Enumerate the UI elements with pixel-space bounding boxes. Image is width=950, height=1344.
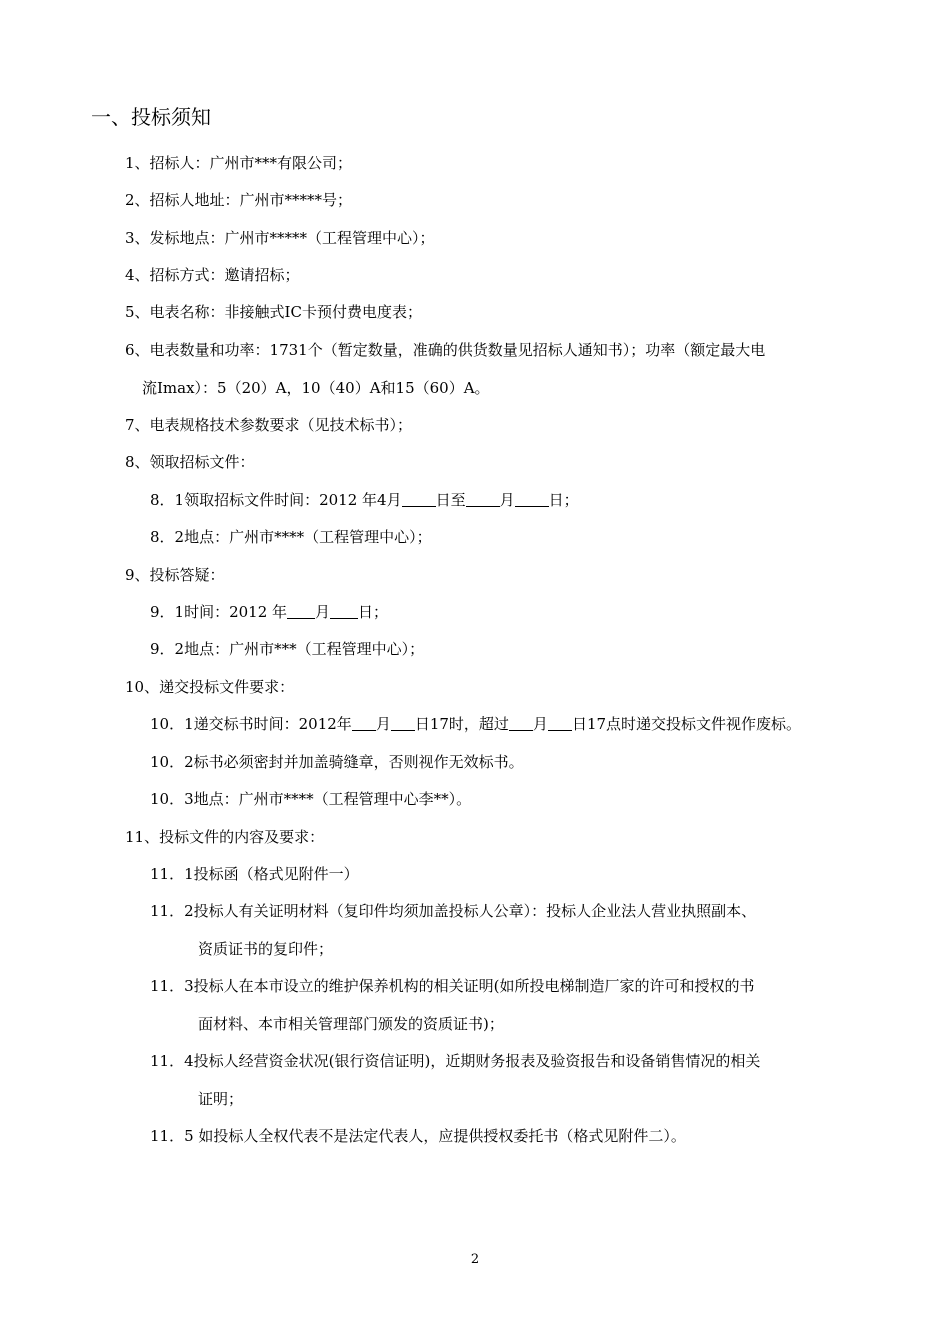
fill-blank-month [509,714,533,731]
item-6-line-2: 流Imax）：5（20）A，10（40）A和15（60）A。 [142,379,490,397]
item-9-2: 9．2地点：广州市***（工程管理中心）； [150,640,425,658]
fill-blank-day [391,714,415,731]
item-11-1: 11．1投标函（格式见附件一） [150,865,359,883]
item-10-1 [150,713,801,735]
item-4: 4、招标方式：邀请招标； [125,266,300,284]
item-11-2-line-2: 资质证书的复印件； [198,940,334,958]
item-8-1-text-a: 8．1领取招标文件时间：2012 年4月 [150,491,402,509]
item-9-1-text-c: 日； [358,603,389,621]
item-6-line-1: 6、电表数量和功率：1731个（暂定数量，准确的供货数量见招标人通知书）；功率（额定最大电 [125,341,766,359]
fill-blank-day [330,602,358,619]
page-number: 2 [470,1252,480,1267]
fill-blank-day [515,490,549,507]
fill-blank-day [548,714,572,731]
item-9-1-text-b: 月 [315,603,331,621]
item-8-2: 8．2地点：广州市****（工程管理中心）； [150,528,432,546]
item-7: 7、电表规格技术参数要求（见技术标书）； [125,416,413,434]
item-10-1-text-a: 10．1递交标书时间：2012年 [150,715,352,733]
item-1: 1、招标人：广州市***有限公司； [125,154,353,172]
item-10-3: 10．3地点：广州市****（工程管理中心李**）。 [150,790,472,808]
item-11-5: 11．5 如投标人全权代表不是法定代表人，应提供授权委托书（格式见附件二）。 [150,1127,686,1145]
fill-blank-day [402,490,436,507]
item-8-1-text-c: 月 [499,491,515,509]
item-8: 8、领取招标文件： [125,453,255,471]
item-11-4-line-1: 11．4投标人经营资金状况(银行资信证明)，近期财务报表及验资报告和设备销售情况的相关 [150,1052,761,1070]
item-9-1-text-a: 9．1时间：2012 年 [150,603,288,621]
item-10: 10、递交投标文件要求： [125,678,295,696]
item-8-1-text-b: 日至 [435,491,466,509]
item-10-1-text-c: 日17时，超过 [414,715,509,733]
item-9-1 [150,601,388,623]
item-10-1-text-d: 月 [532,715,548,733]
item-10-1-text-b: 月 [375,715,391,733]
fill-blank-month [352,714,376,731]
item-11-2-line-1: 11．2投标人有关证明材料（复印件均须加盖投标人公章）：投标人企业法人营业执照副本、 [150,902,757,920]
fill-blank-month [466,490,500,507]
item-11-3-line-2: 面材料、本市相关管理部门颁发的资质证书)； [198,1015,504,1033]
fill-blank-month [287,602,315,619]
item-11-4-line-2: 证明； [198,1090,244,1108]
section-heading: 一、投标须知 [91,105,211,129]
item-8-1 [150,489,579,511]
item-10-2: 10．2标书必须密封并加盖骑缝章，否则视作无效标书。 [150,753,524,771]
item-11-3-line-1: 11．3投标人在本市设立的维护保养机构的相关证明(如所投电梯制造厂家的许可和授权的书 [150,977,755,995]
item-11: 11、投标文件的内容及要求： [125,828,325,846]
item-5: 5、电表名称：非接触式IC卡预付费电度表； [125,303,422,321]
item-2: 2、招标人地址：广州市*****号； [125,191,353,209]
item-3: 3、发标地点：广州市*****（工程管理中心）； [125,229,435,247]
item-8-1-text-d: 日； [548,491,579,509]
item-10-1-text-e: 日17点时递交投标文件视作废标。 [571,715,802,733]
item-9: 9、投标答疑： [125,566,225,584]
